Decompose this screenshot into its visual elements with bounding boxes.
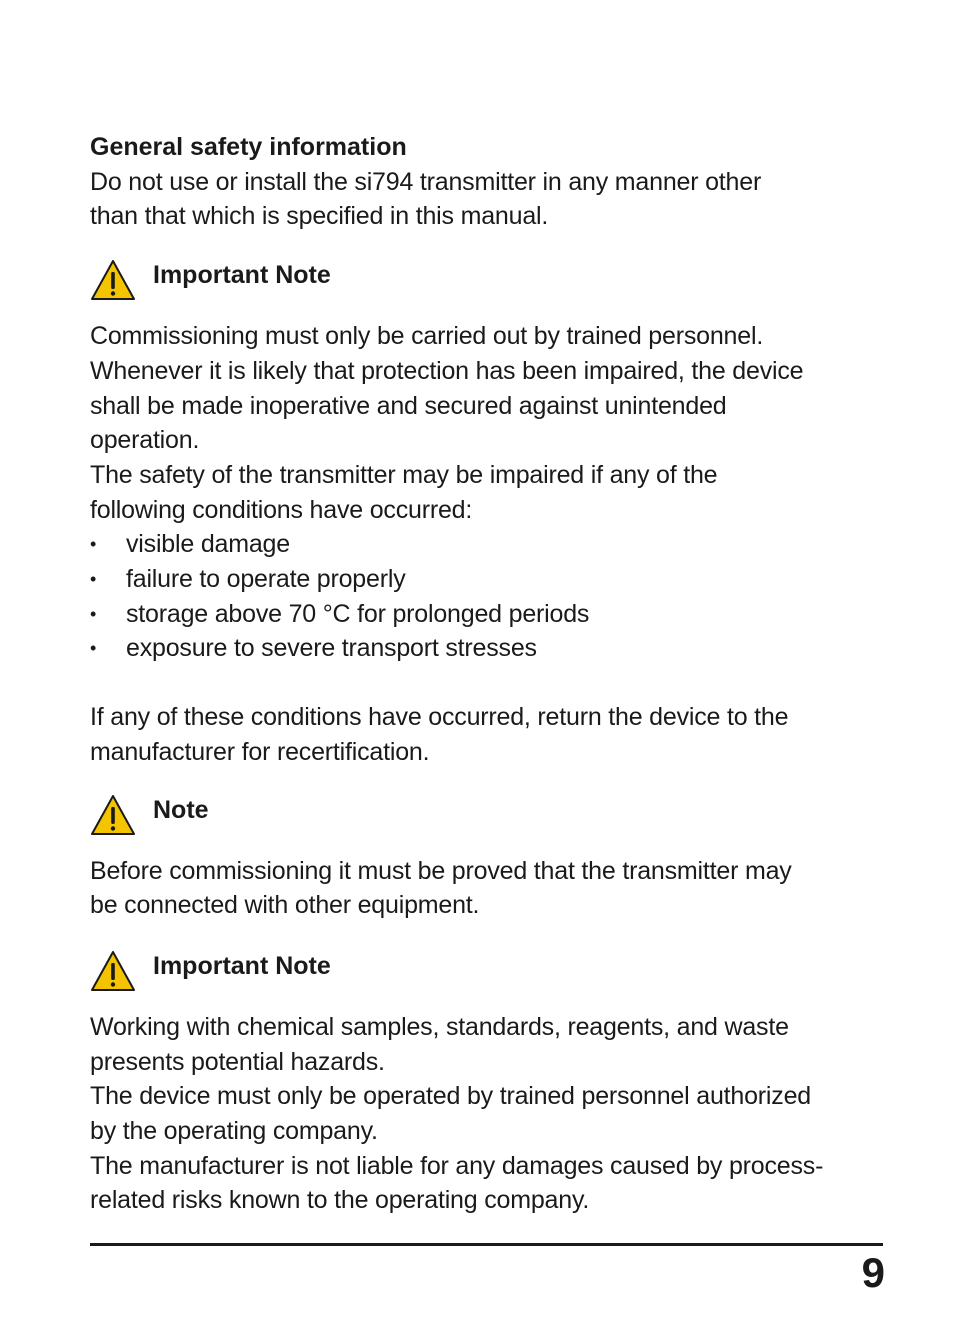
note-title: Important Note [153,951,331,980]
list-item: • failure to operate properly [90,562,890,597]
important-note-1 [90,257,890,769]
important-note-2 [90,948,890,1218]
note-text-line: manufacturer for recertification. [90,737,430,766]
note-text-line: be connected with other equipment. [90,891,480,920]
note-text-line: by the operating company. [90,1117,378,1146]
note-text-line: operation. [90,426,200,455]
note-text-line: The device must only be operated by trained personnel authorized [90,1082,811,1111]
note-header [90,948,890,994]
list-item: • storage above 70 °C for prolonged periods [90,597,890,632]
intro-line: than that which is specified in this manual. [90,202,549,231]
list-item: • exposure to severe transport stresses [90,631,890,666]
note-text-line: Before commissioning it must be proved that the transmitter may [90,856,792,885]
general-safety-section [90,130,890,234]
note-text-line: The safety of the transmitter may be impaired if any of the [90,460,718,489]
note-text-line: If any of these conditions have occurred, return the device to the [90,703,789,732]
warning-triangle-icon [90,794,136,836]
note-header [90,792,890,838]
bullet-icon: • [90,534,97,555]
page-content [90,130,890,1218]
note-title: Important Note [153,261,331,290]
note-text-line: presents potential hazards. [90,1047,385,1076]
intro-line: Do not use or install the si794 transmitter in any manner other [90,167,762,196]
list-item: • visible damage [90,527,890,562]
note-text-line: Commissioning must only be carried out by trained personnel. [90,322,764,351]
note-2 [90,792,890,923]
note-text-line: shall be made inoperative and secured against unintended [90,391,727,420]
note-header [90,257,890,303]
note-text-line: following conditions have occurred: [90,495,473,524]
footer-rule [90,1243,883,1246]
note-text-line: Working with chemical samples, standards, reagents, and waste [90,1012,789,1041]
note-text-line: related risks known to the operating company. [90,1186,590,1215]
note-text-line: Whenever it is likely that protection has been impaired, the device [90,356,804,385]
bullet-icon: • [90,569,97,590]
warning-triangle-icon [90,950,136,992]
note-title: Note [153,795,209,824]
section-heading: General safety information [90,133,407,161]
page-number: 9 [861,1249,885,1296]
condition-list [90,527,890,666]
bullet-icon: • [90,638,97,659]
note-text-line: The manufacturer is not liable for any damages caused by process- [90,1151,824,1180]
warning-triangle-icon [90,259,136,301]
bullet-icon: • [90,603,97,624]
